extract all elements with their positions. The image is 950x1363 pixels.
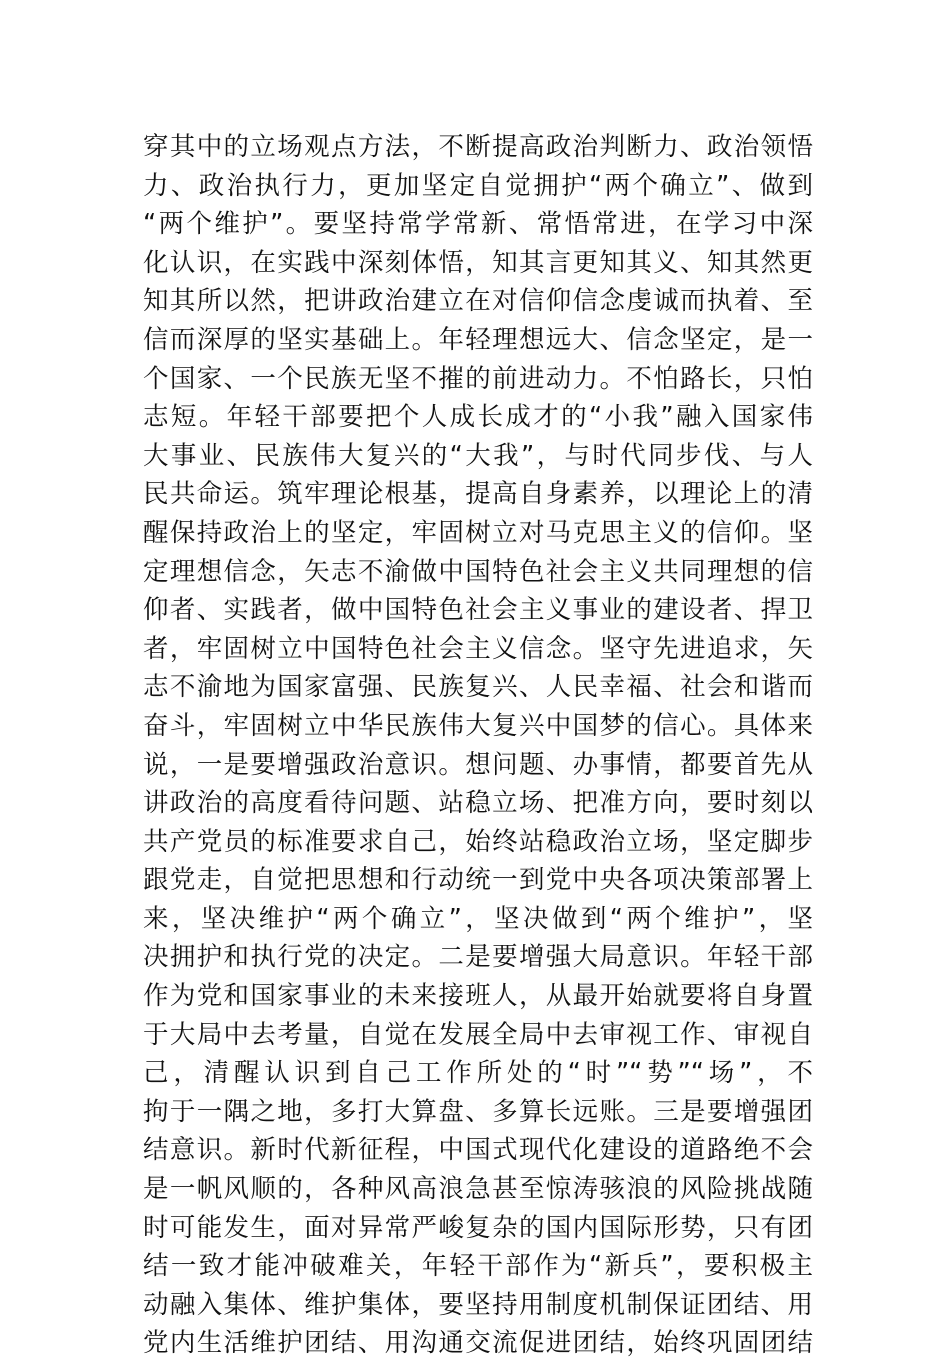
text-line: 拘于一隅之地，多打大算盘、多算长远账。三是要增强团 xyxy=(143,1096,813,1127)
text-line: 是一帆风顺的，各种风高浪急甚至惊涛骇浪的风险挑战随 xyxy=(143,1174,813,1205)
text-line: 结意识。新时代新征程，中国式现代化建设的道路绝不会 xyxy=(143,1135,813,1166)
text-line: 穿其中的立场观点方法，不断提高政治判断力、政治领悟 xyxy=(143,132,813,162)
text-line: 力、政治执行力，更加坚定自觉拥护“两个确立”、做到 xyxy=(143,170,813,201)
text-line: 作为党和国家事业的未来接班人，从最开始就要将自身置 xyxy=(143,981,813,1012)
text-line: 讲政治的高度看待问题、站稳立场、把准方向，要时刻以 xyxy=(143,788,813,819)
text-line: 说，一是要增强政治意识。想问题、办事情，都要首先从 xyxy=(143,749,813,780)
text-line: 己，清醒认识到自己工作所处的“时”“势”“场”，不 xyxy=(143,1058,813,1089)
text-line: 个国家、一个民族无坚不摧的前进动力。不怕路长，只怕 xyxy=(143,363,813,394)
text-line: 民共命运。筑牢理论根基，提高自身素养，以理论上的清 xyxy=(143,479,813,510)
text-line: 大事业、民族伟大复兴的“大我”，与时代同步伐、与人 xyxy=(143,440,813,471)
text-line: 决拥护和执行党的决定。二是要增强大局意识。年轻干部 xyxy=(143,942,813,973)
text-line: 奋斗，牢固树立中华民族伟大复兴中国梦的信心。具体来 xyxy=(143,710,813,741)
text-line: 知其所以然，把讲政治建立在对信仰信念虔诚而执着、至 xyxy=(143,286,813,317)
text-line: 结一致才能冲破难关，年轻干部作为“新兵”，要积极主 xyxy=(143,1251,813,1282)
text-line: 醒保持政治上的坚定，牢固树立对马克思主义的信仰。坚 xyxy=(143,517,813,548)
text-line: 动融入集体、维护集体，要坚持用制度机制保证团结、用 xyxy=(143,1289,813,1320)
text-line: 共产党员的标准要求自己，始终站稳政治立场，坚定脚步 xyxy=(143,826,813,857)
body-paragraph xyxy=(143,128,813,1363)
text-line: 信而深厚的坚实基础上。年轻理想远大、信念坚定，是一 xyxy=(143,324,813,355)
text-line: 时可能发生，面对异常严峻复杂的国内国际形势，只有团 xyxy=(143,1212,813,1243)
text-line: 仰者、实践者，做中国特色社会主义事业的建设者、捍卫 xyxy=(143,595,813,626)
text-line: 化认识，在实践中深刻体悟，知其言更知其义、知其然更 xyxy=(143,247,813,278)
text-line: 志不渝地为国家富强、民族复兴、人民幸福、社会和谐而 xyxy=(143,672,813,703)
text-line: 定理想信念，矢志不渝做中国特色社会主义共同理想的信 xyxy=(143,556,813,587)
text-line: 党内生活维护团结、用沟通交流促进团结，始终巩固团结 xyxy=(143,1328,813,1359)
text-line: 者，牢固树立中国特色社会主义信念。坚守先进追求，矢 xyxy=(143,633,813,664)
text-line: 来，坚决维护“两个确立”，坚决做到“两个维护”，坚 xyxy=(143,903,813,934)
text-line: “两个维护”。要坚持常学常新、常悟常进，在学习中深 xyxy=(143,209,813,240)
text-line: 于大局中去考量，自觉在发展全局中去审视工作、审视自 xyxy=(143,1019,813,1050)
text-line: 志短。年轻干部要把个人成长成才的“小我”融入国家伟 xyxy=(143,402,813,433)
text-line: 跟党走，自觉把思想和行动统一到党中央各项决策部署上 xyxy=(143,865,813,896)
